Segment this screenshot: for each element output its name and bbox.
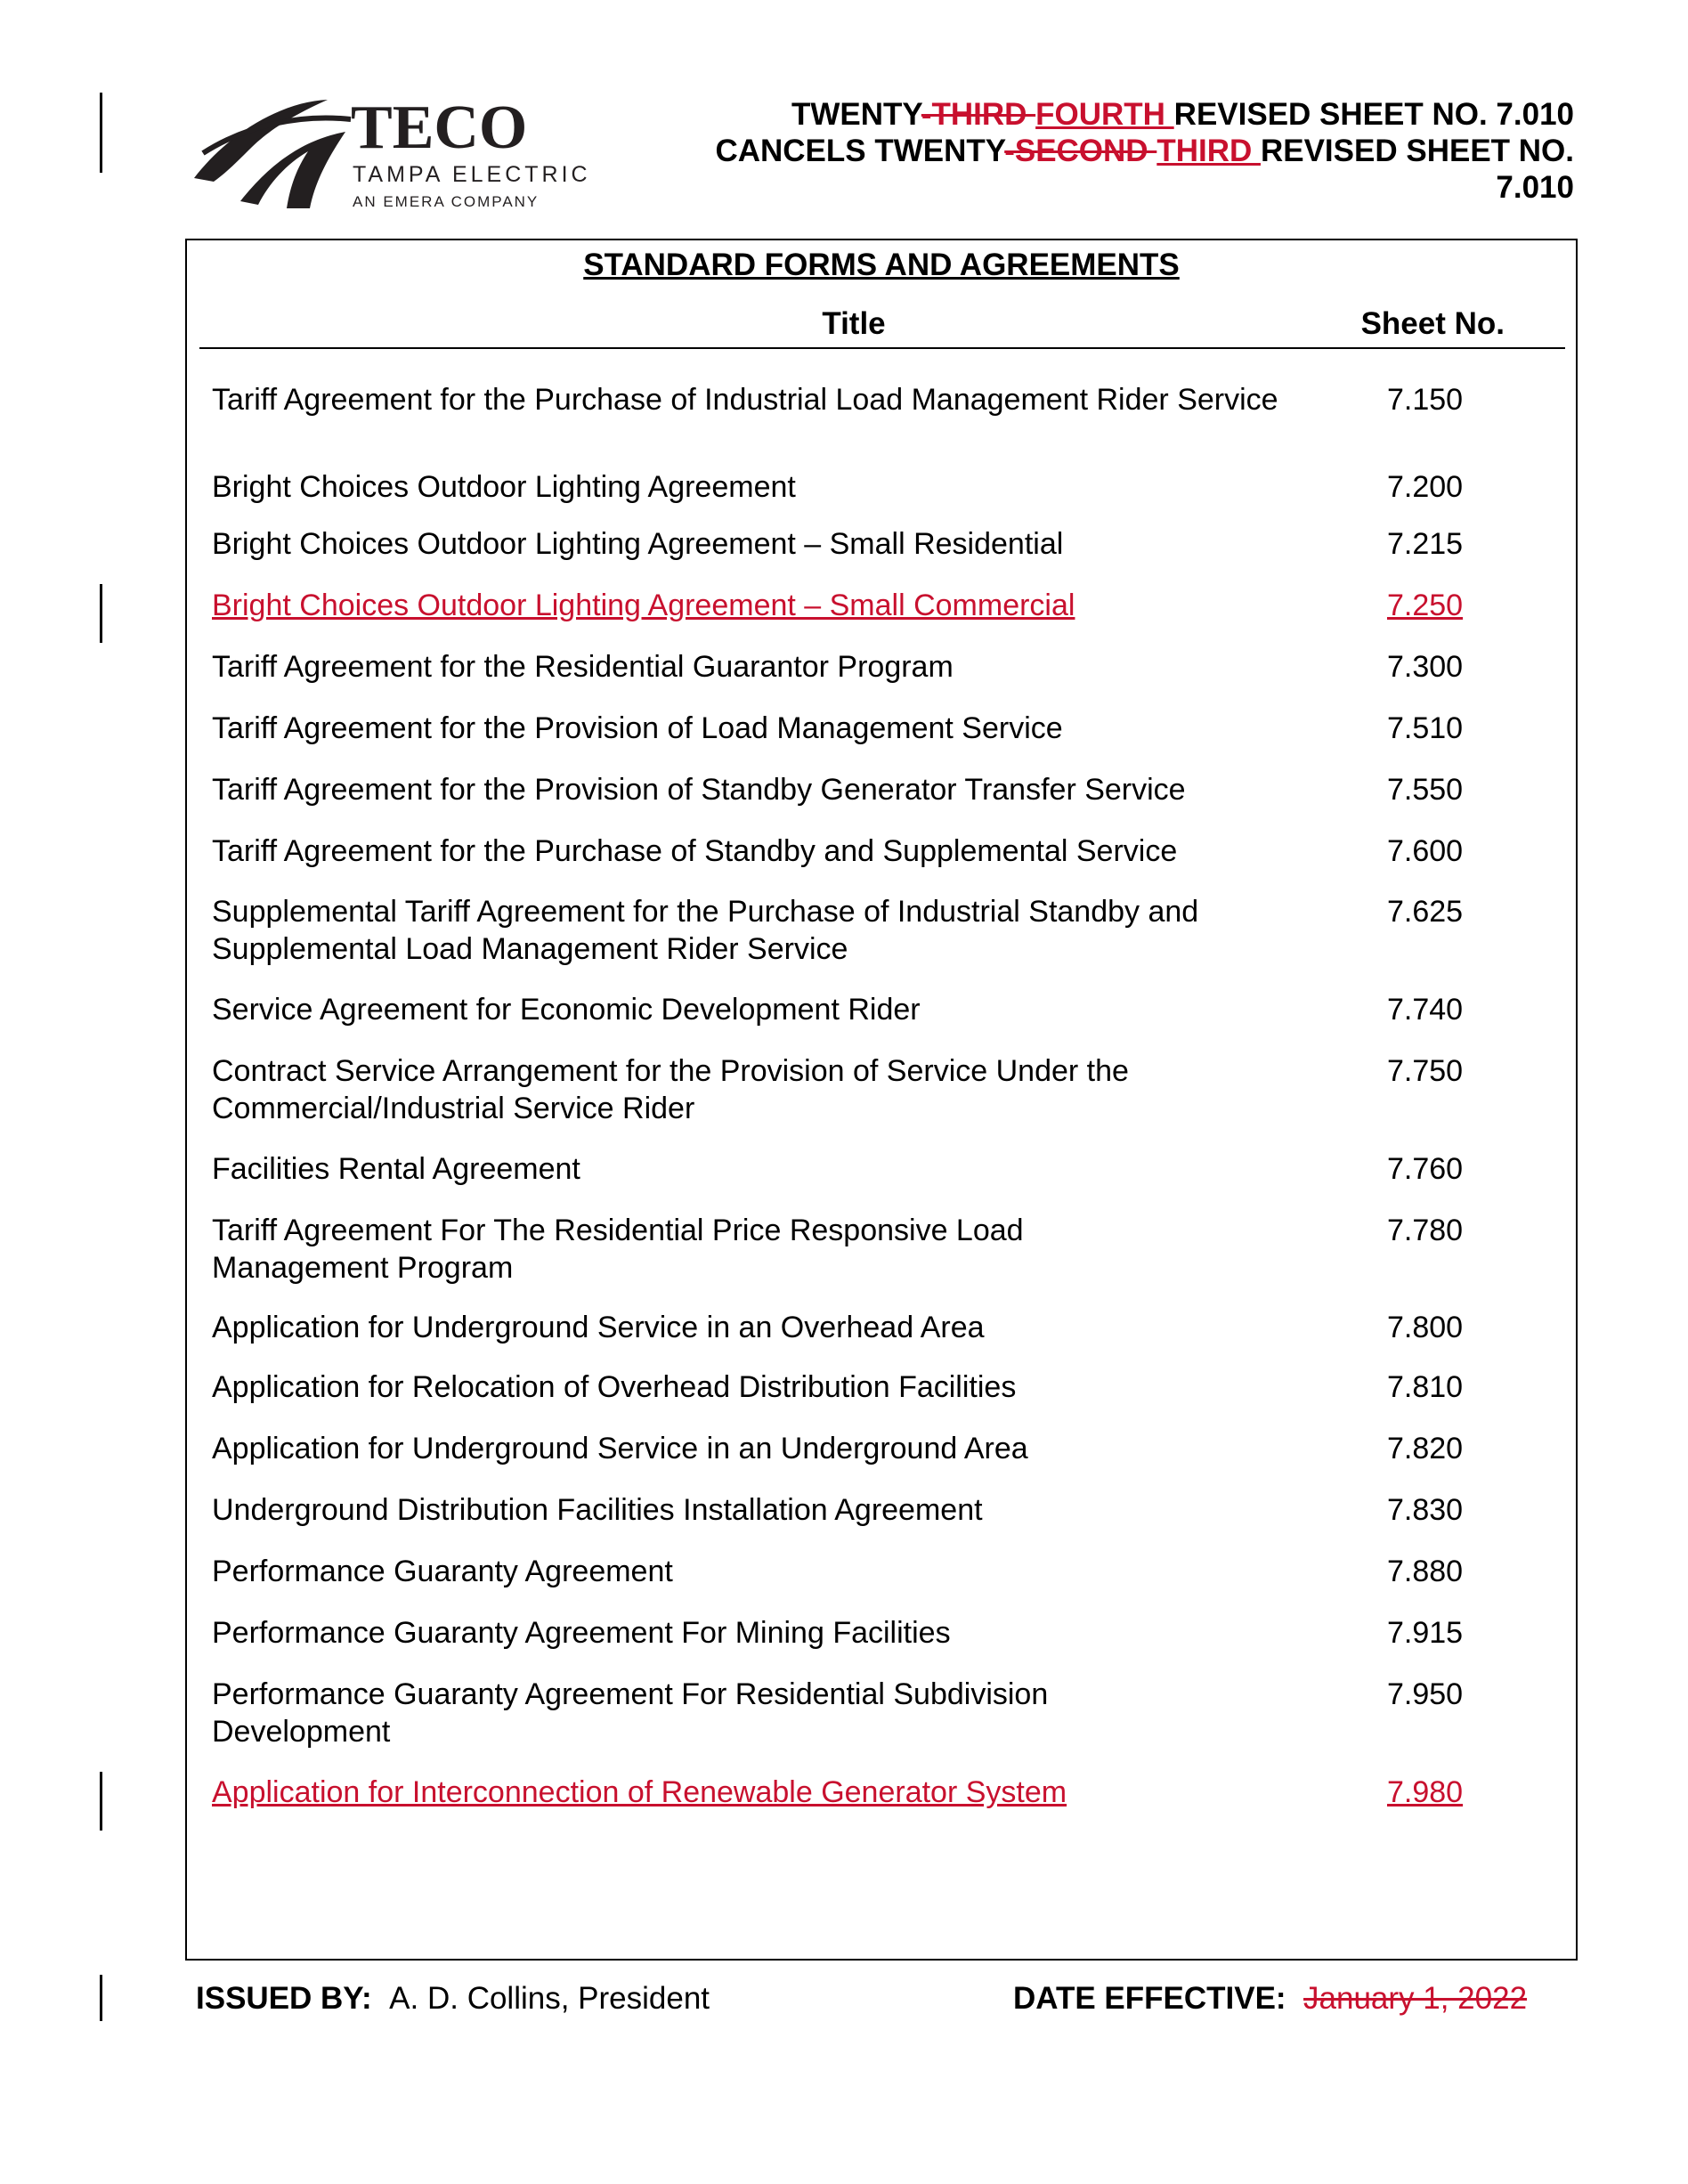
section-title: STANDARD FORMS AND AGREEMENTS <box>583 248 1180 282</box>
deleted-text: -THIRD <box>921 97 1036 132</box>
forms-table <box>185 239 1578 1961</box>
row-sheet-no: 7.600 <box>1387 834 1464 868</box>
row-sheet-no: 7.830 <box>1387 1493 1464 1527</box>
row-title: Performance Guaranty Agreement <box>212 1555 673 1588</box>
sheet-header <box>417 96 1574 206</box>
svg-text:TAMPA ELECTRIC: TAMPA ELECTRIC <box>353 162 591 187</box>
row-title: Underground Distribution Facilities Installation Agreement <box>212 1493 983 1527</box>
row-sheet-no: 7.980 <box>1387 1775 1464 1809</box>
row-title: Performance Guaranty Agreement For Residential Subdivision Development <box>212 1677 1049 1749</box>
row-title: Tariff Agreement for the Purchase of Standby and Supplemental Service <box>212 834 1178 868</box>
row-title: Application for Relocation of Overhead Distribution Facilities <box>212 1370 1017 1404</box>
svg-text:TECO: TECO <box>351 96 528 162</box>
row-title: Bright Choices Outdoor Lighting Agreement – Small Residential <box>212 527 1064 561</box>
deleted-text: -SECOND <box>1004 134 1157 168</box>
date-effective-label: DATE EFFECTIVE: <box>1013 1981 1286 2016</box>
header-text: TWENTY <box>791 97 921 132</box>
row-title: Service Agreement for Economic Development Rider <box>212 993 921 1027</box>
date-effective <box>1013 1981 1527 2017</box>
row-sheet-no: 7.200 <box>1387 470 1464 504</box>
row-title: Facilities Rental Agreement <box>212 1152 580 1186</box>
header-line-2 <box>417 133 1574 169</box>
column-header-sheet: Sheet No. <box>1360 306 1505 341</box>
row-title: Application for Underground Service in an Overhead Area <box>212 1311 985 1344</box>
row-sheet-no: 7.510 <box>1387 711 1464 745</box>
header-line-3: 7.010 <box>1496 170 1574 205</box>
row-sheet-no: 7.550 <box>1387 773 1464 807</box>
row-sheet-no: 7.625 <box>1387 895 1464 929</box>
row-sheet-no: 7.950 <box>1387 1677 1464 1711</box>
issued-by-value: A. D. Collins, President <box>389 1981 710 2016</box>
header-text: CANCELS TWENTY <box>715 134 1005 168</box>
change-bar <box>100 93 102 173</box>
row-sheet-no: 7.760 <box>1387 1152 1464 1186</box>
row-sheet-no: 7.780 <box>1387 1214 1464 1247</box>
row-title: Contract Service Arrangement for the Provision of Service Under the Commercial/Industrial Service Rider <box>212 1054 1129 1125</box>
change-bar <box>100 1772 102 1831</box>
row-title: Performance Guaranty Agreement For Mining Facilities <box>212 1616 951 1650</box>
row-title: Tariff Agreement For The Residential Price Responsive Load Management Program <box>212 1214 1024 1285</box>
row-title: Bright Choices Outdoor Lighting Agreement – Small Commercial <box>212 589 1075 622</box>
row-sheet-no: 7.250 <box>1387 589 1464 622</box>
row-sheet-no: 7.300 <box>1387 650 1464 684</box>
row-sheet-no: 7.150 <box>1387 383 1464 417</box>
row-sheet-no: 7.810 <box>1387 1370 1464 1404</box>
row-title: Tariff Agreement for the Residential Guarantor Program <box>212 650 954 684</box>
row-sheet-no: 7.880 <box>1387 1555 1464 1588</box>
row-sheet-no: 7.915 <box>1387 1616 1464 1650</box>
inserted-text: THIRD <box>1156 134 1261 168</box>
header-line-1 <box>417 96 1574 133</box>
change-bar <box>100 1975 102 2021</box>
row-title: Application for Interconnection of Renewable Generator System <box>212 1775 1067 1809</box>
change-bar <box>100 584 102 643</box>
row-title: Supplemental Tariff Agreement for the Purchase of Industrial Standby and Supplemental Load Management Rider Service <box>212 895 1199 966</box>
row-sheet-no: 7.740 <box>1387 993 1464 1027</box>
row-title: Application for Underground Service in an Underground Area <box>212 1432 1028 1465</box>
row-sheet-no: 7.750 <box>1387 1054 1464 1088</box>
date-effective-value: January 1, 2022 <box>1303 1981 1528 2016</box>
inserted-text: FOURTH <box>1035 97 1174 132</box>
column-header-title: Title <box>822 306 886 341</box>
row-title: Tariff Agreement for the Provision of Standby Generator Transfer Service <box>212 773 1186 807</box>
header-text: REVISED SHEET NO. 7.010 <box>1173 97 1574 132</box>
issued-by-label: ISSUED BY: <box>196 1981 372 2016</box>
row-title: Tariff Agreement for the Purchase of Industrial Load Management Rider Service <box>212 383 1278 417</box>
row-sheet-no: 7.800 <box>1387 1311 1464 1344</box>
row-sheet-no: 7.215 <box>1387 527 1464 561</box>
issued-by <box>196 1981 710 2017</box>
row-title: Bright Choices Outdoor Lighting Agreement <box>212 470 796 504</box>
column-headers <box>199 306 1565 349</box>
row-title: Tariff Agreement for the Provision of Load Management Service <box>212 711 1063 745</box>
header-text: REVISED SHEET NO. <box>1260 134 1574 168</box>
svg-text:AN EMERA COMPANY: AN EMERA COMPANY <box>353 193 540 210</box>
row-sheet-no: 7.820 <box>1387 1432 1464 1465</box>
